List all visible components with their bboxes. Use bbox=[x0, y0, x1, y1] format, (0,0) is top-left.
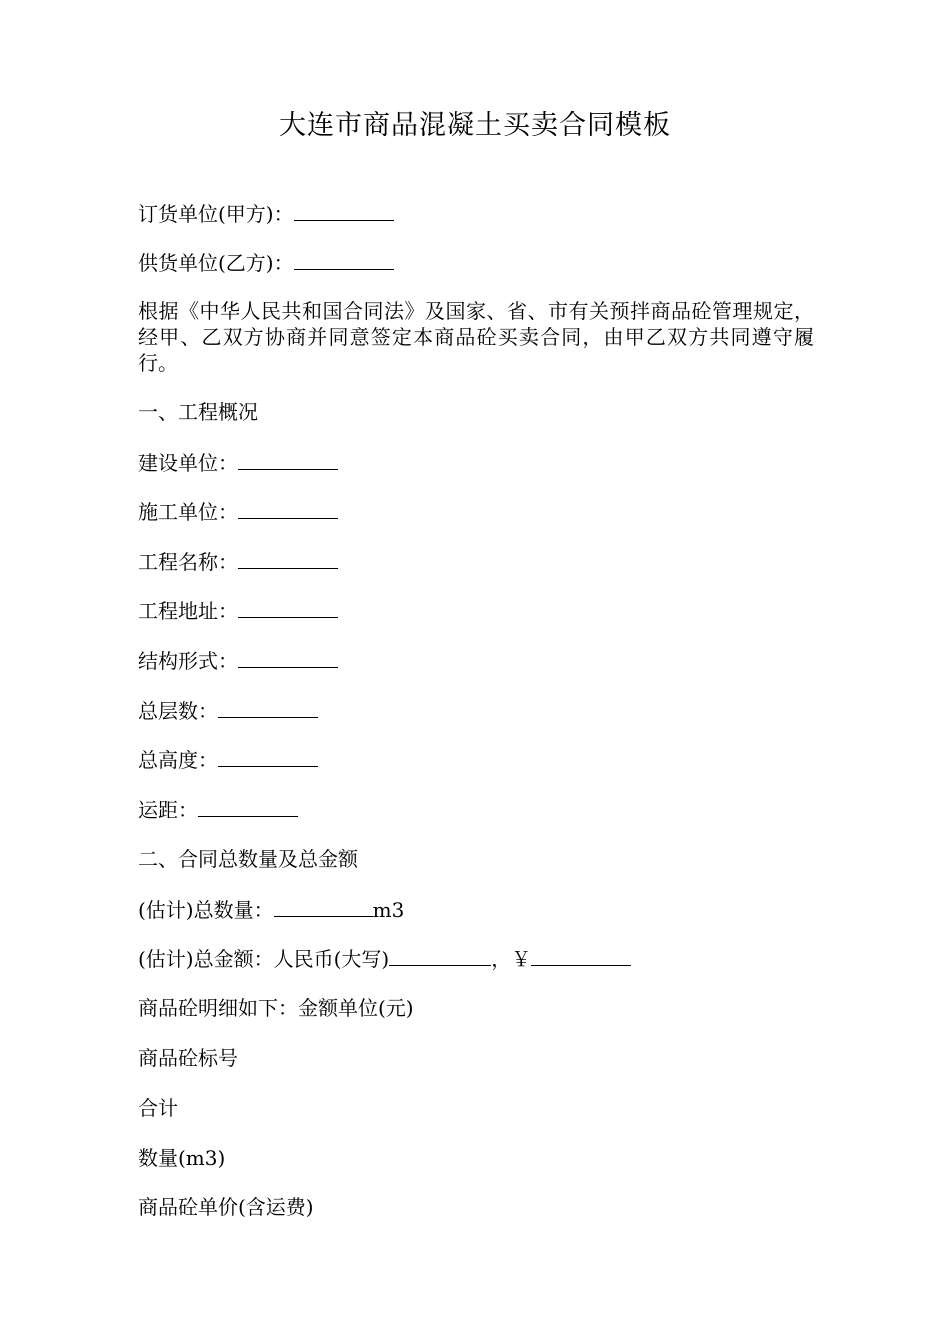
builder-blank[interactable] bbox=[238, 498, 338, 519]
project-name-blank[interactable] bbox=[238, 548, 338, 569]
distance-blank[interactable] bbox=[198, 796, 298, 817]
floors-blank[interactable] bbox=[218, 697, 318, 718]
floors-line bbox=[138, 697, 318, 724]
height-line bbox=[138, 746, 318, 773]
document-title: 大连市商品混凝土买卖合同模板 bbox=[279, 110, 671, 141]
structure-line bbox=[138, 647, 338, 674]
est-qty-blank[interactable] bbox=[274, 896, 373, 917]
est-amount-label: (估计)总金额：人民币(大写) bbox=[138, 947, 390, 971]
est-amount-line bbox=[138, 945, 631, 972]
party-a-blank[interactable] bbox=[294, 200, 394, 221]
est-amount-figure-blank[interactable] bbox=[531, 945, 631, 966]
col-unit-price: 商品砼单价(含运费) bbox=[138, 1195, 314, 1219]
construction-unit-label: 建设单位： bbox=[138, 451, 238, 475]
est-qty-label: (估计)总数量： bbox=[138, 898, 274, 922]
project-name-line bbox=[138, 548, 338, 575]
distance-label: 运距： bbox=[138, 798, 198, 822]
builder-label: 施工单位： bbox=[138, 500, 238, 524]
detail-label: 商品砼明细如下：金额单位(元) bbox=[138, 996, 414, 1020]
est-amount-sep: ，￥ bbox=[491, 947, 532, 971]
project-name-label: 工程名称： bbox=[138, 550, 238, 574]
party-b-label: 供货单位(乙方)： bbox=[138, 251, 294, 275]
height-blank[interactable] bbox=[218, 746, 318, 767]
section1-heading: 一、工程概况 bbox=[138, 400, 258, 424]
project-address-label: 工程地址： bbox=[138, 599, 238, 623]
party-b-line bbox=[138, 249, 394, 276]
party-a-label: 订货单位(甲方)： bbox=[138, 202, 294, 226]
height-label: 总高度： bbox=[138, 748, 218, 772]
section2-heading: 二、合同总数量及总金额 bbox=[138, 847, 358, 871]
preamble-paragraph: 根据《中华人民共和国合同法》及国家、省、市有关预拌商品砼管理规定，经甲、乙双方协商并同意签定本商品砼买卖合同，由甲乙双方共同遵守履行。 bbox=[138, 299, 814, 375]
floors-label: 总层数： bbox=[138, 699, 218, 723]
project-address-blank[interactable] bbox=[238, 597, 338, 618]
est-amount-words-blank[interactable] bbox=[389, 945, 491, 966]
builder-line bbox=[138, 498, 338, 525]
structure-blank[interactable] bbox=[238, 647, 338, 668]
party-b-blank[interactable] bbox=[294, 249, 394, 270]
distance-line bbox=[138, 796, 298, 823]
col-total: 合计 bbox=[138, 1096, 178, 1120]
est-qty-unit: m3 bbox=[372, 898, 405, 922]
construction-unit-blank[interactable] bbox=[238, 449, 338, 470]
party-a-line bbox=[138, 200, 394, 227]
col-grade: 商品砼标号 bbox=[138, 1046, 238, 1070]
est-qty-line bbox=[138, 896, 404, 923]
structure-label: 结构形式： bbox=[138, 649, 238, 673]
col-qty: 数量(m3) bbox=[138, 1146, 226, 1170]
construction-unit-line bbox=[138, 449, 338, 476]
project-address-line bbox=[138, 597, 338, 624]
